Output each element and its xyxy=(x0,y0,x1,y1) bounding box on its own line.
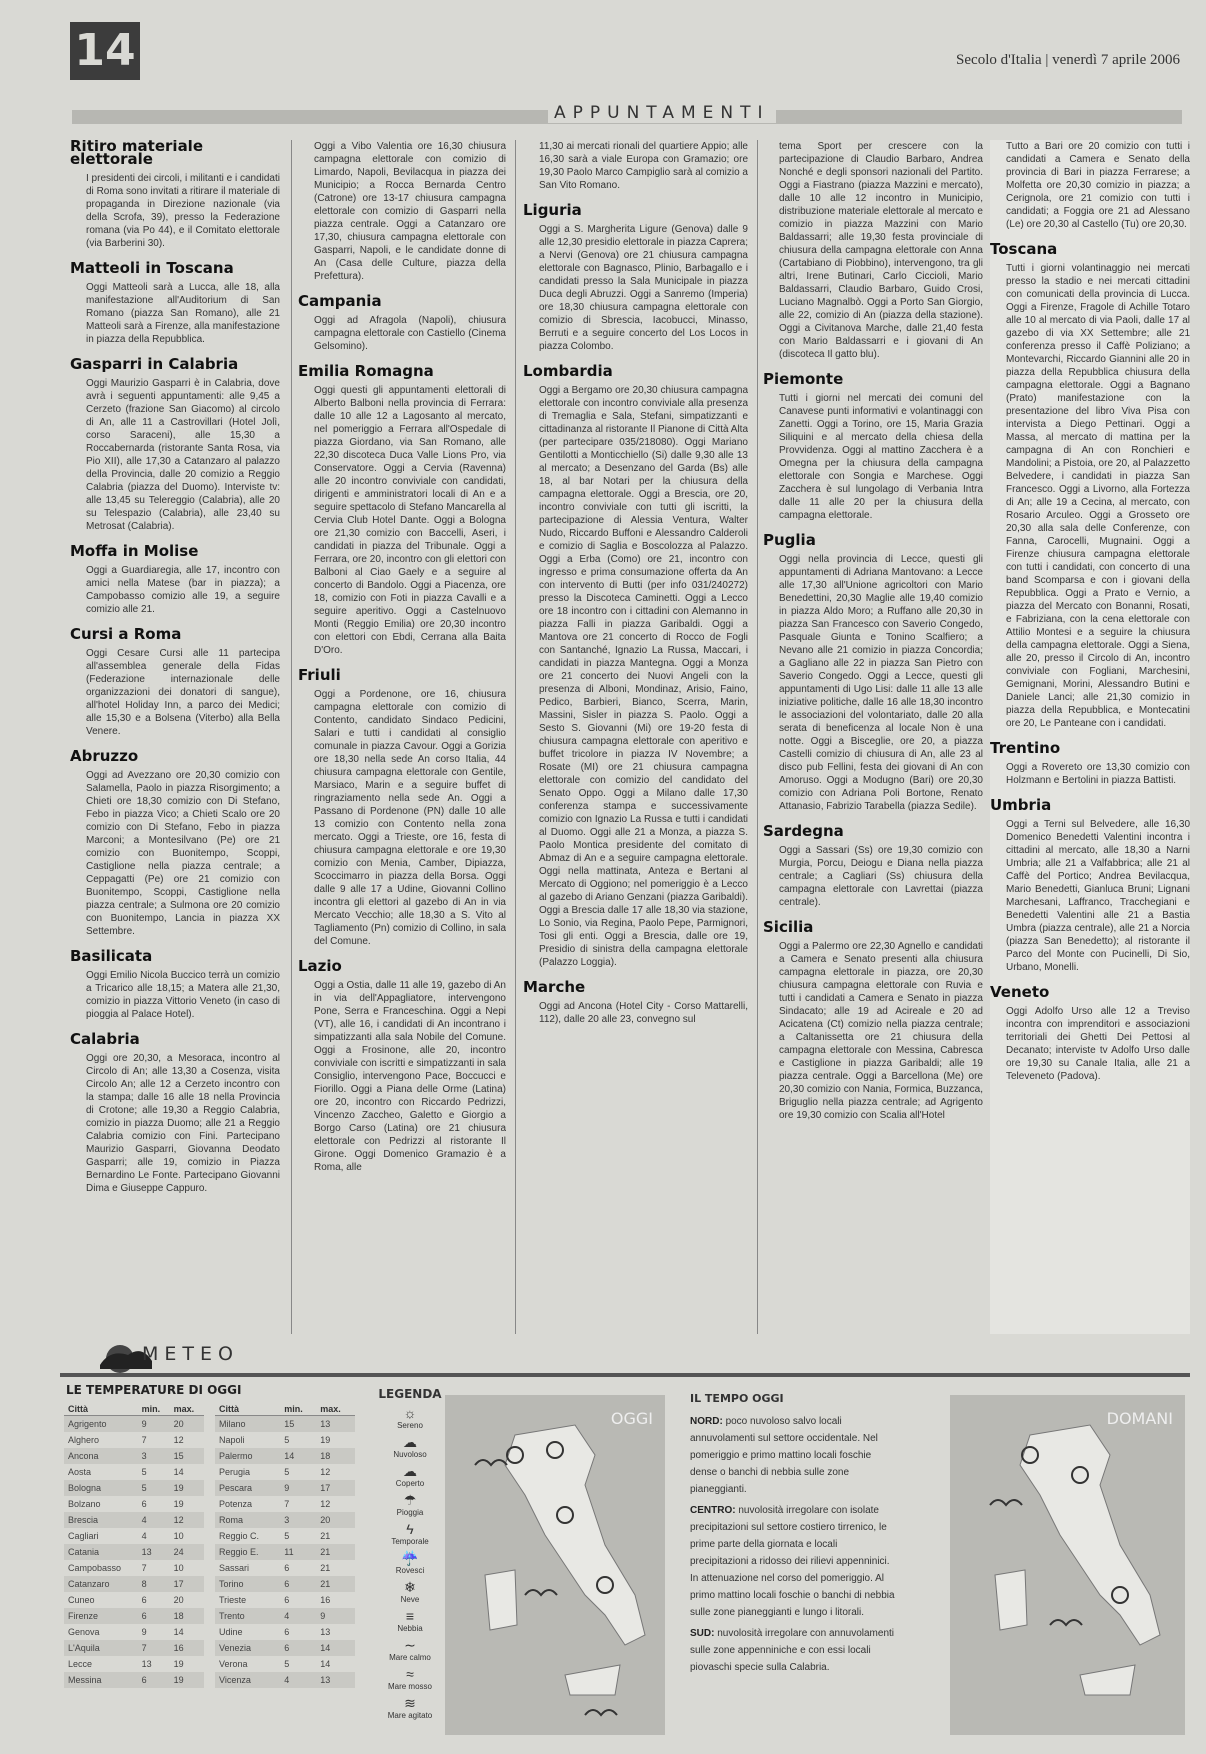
max-cell: 18 xyxy=(170,1608,204,1624)
meteo-section xyxy=(60,1335,1190,1745)
section-text: Oggi a Rovereto ore 13,30 comizio con Holzmann e Bertolini in piazza Battisti. xyxy=(1006,762,1190,786)
max-cell: 12 xyxy=(170,1512,204,1528)
section-heading: Veneto xyxy=(990,983,1050,1001)
legend-label: Temporale xyxy=(391,1537,429,1546)
section-text: Oggi Matteoli sarà a Lucca, alle 18, alla manifestazione all'Auditorium di San Romano (piazza San Romano), alle 21 Matteoli sarà a Firenze, alla manifestazione in piazza della Repubblica. xyxy=(86,282,280,345)
min-cell: 6 xyxy=(141,1595,147,1605)
min-cell: 9 xyxy=(141,1627,147,1637)
italy-map-today-icon xyxy=(445,1395,665,1735)
city-cell: Lecce xyxy=(68,1659,93,1669)
section-text: Oggi a Palermo ore 22,30 Agnello e candidati a Camera e Senato presenti alla chiusura campagna elettorale in piazza, ore 20,30 chiusura campagna elettorale con Ruvia e tutti i candidati a Camera e Senato in piazza Sindacato; alle 19 ad Acireale e 20 ad Acicatena (Ct) comizio nella piazza centrale; a Caltanissetta ore 21 chiusura della campagna elettorale con Messina, Cabresca e Castiglione in piazza Garibaldi; alle 19 piazza centrale. Oggi a Barcellona (Me) ore 20,30 comizio con Nania, Formica, Buzzanca, Briguglio nella piazza centrale; ad Agrigento ore 19,30 comizio con Scalia all'Hotel xyxy=(779,941,983,1121)
section-text: tema Sport per crescere con la partecipazione di Claudio Barbaro, Andrea Nonché e degli sponsori nazionali del Partito. Oggi a Fiastrano (piazza Mazzini e mercato), dalle 10 alle 12 incontro in Municipio, distribuzione materiale elettorale al mercato e comizio in piazza Mazzini con Mario Baldassarri; alle 19,30 festa provinciale di chiusura della campagna elettorale con Anna (Cartabiano di Piobbino), intervengono, tra gli altri, Irene Butinari, Carlo Ciccioli, Mario Baldassarri, Claudio Barbaro, Guido Crosi, Luciano Magnalbò. Oggi a Porto San Giorgio, alle 22, comizio di An (piazza della stazione). Oggi a Civitanova Marche, dalle 21,40 festa con Mario Baldassarri e i giovani di An (discoteca Il gatto blu). xyxy=(779,141,983,360)
table-row xyxy=(64,1608,204,1624)
legend-label: Sereno xyxy=(397,1421,423,1430)
city-cell: Cuneo xyxy=(68,1595,95,1605)
max-cell: 17 xyxy=(316,1480,355,1496)
table-row xyxy=(215,1624,355,1640)
city-cell: Napoli xyxy=(219,1435,245,1445)
temperatures-title: LE TEMPERATURE DI OGGI xyxy=(66,1383,242,1397)
min-cell: 6 xyxy=(280,1576,316,1592)
min-cell: 5 xyxy=(284,1435,290,1445)
section-text: Tutto a Bari ore 20 comizio con tutti i candidati a Camera e Senato della provincia di Bari in piazza Ferrarese; a Molfetta ore 20,30 comizio in piazza; a Cerignola, ore 21 comizio con tutti i candidati; a Foggia ore 21 ad Alessano (Le) ore 20,30 al Castello (Tu) ore 20,30. xyxy=(1006,141,1190,230)
min-cell: 5 xyxy=(284,1659,290,1669)
legend-item xyxy=(365,1463,455,1488)
max-cell: 21 xyxy=(316,1576,355,1592)
section-heading: Sicilia xyxy=(763,918,814,936)
max-cell: 19 xyxy=(170,1672,204,1688)
page-number: 14 xyxy=(70,22,140,80)
city-cell: Genova xyxy=(68,1627,100,1637)
legend-title: LEGENDA xyxy=(378,1387,442,1401)
max-cell: 17 xyxy=(170,1576,204,1592)
legend-label: Neve xyxy=(400,1595,420,1604)
min-cell: 7 xyxy=(141,1563,147,1573)
max-cell: 18 xyxy=(316,1448,355,1464)
column-5 xyxy=(990,140,1190,1334)
table-row xyxy=(215,1640,355,1656)
table-row xyxy=(64,1512,204,1528)
city-cell: Palermo xyxy=(215,1448,280,1464)
section-text: Oggi a Terni sul Belvedere, alle 16,30 Domenico Benedetti Valentini incontra i cittadini al mercato, alle 18,30 a Narni Umbria; alle 21 a Valfabbrica; alle 21 al Caffè del Portico; Andrea Bevilacqua, Mario Benedetti, Gianluca Bruni; Lignani Marchesani, Laffranco, Tracchegiani e Benedetti Valentini alle 21 a Bastia Umbra (piazza centrale), alle 21 a Norcia (piazza San Benedetto); al ristorante il Parco del Monte con Pucinelli, Di Sio, Urbano, Monelli. xyxy=(1006,819,1190,973)
city-cell: Trieste xyxy=(219,1595,247,1605)
min-cell: 13 xyxy=(141,1659,152,1669)
column-divider xyxy=(291,140,292,1334)
city-cell: Campobasso xyxy=(68,1563,122,1573)
column-divider xyxy=(757,140,758,1334)
section-text: Oggi Emilio Nicola Buccico terrà un comizio a Tricarico alle 18,15; a Matera alle 21,30, comizio in piazza Vittorio Veneto (in caso di pioggia al Palace Hotel). xyxy=(86,970,280,1020)
max-cell: 19 xyxy=(170,1480,204,1496)
col-header-city: Città xyxy=(215,1403,280,1416)
section-heading: Liguria xyxy=(523,201,582,219)
min-cell: 11 xyxy=(280,1544,316,1560)
section-text: Oggi a S. Margherita Ligure (Genova) dalle 9 alle 12,30 presidio elettorale in piazza Caprera; a Nervi (Genova) ore 21 chiusura campagna elettorale con Bagnasco, Plinio, Barbagallo e i candidati presso la Sala Municipale in piazza Duca degli Abruzzi. Oggi a Sanremo (Imperia) ore 18,30 chiusura campagna elettorale con comizio di Sbrescia, Iacobucci, Minasso, Berruti e a seguire concerto del Los Locos in piazza Colombo. xyxy=(539,224,748,352)
max-cell: 21 xyxy=(316,1544,355,1560)
city-cell: Alghero xyxy=(68,1435,100,1445)
table-row xyxy=(215,1608,355,1624)
temperatures-table-right xyxy=(215,1403,355,1688)
legend-label: Nebbia xyxy=(397,1624,423,1633)
city-cell: Potenza xyxy=(219,1499,253,1509)
forecast-text: nuvolosità irregolare con isolate precipitazioni sul settore costiero tirrenico, le prime parte della giornata e locali precipitazioni a ridosso dei rilievi appenninici. In attenuazione nel corso del pomeriggio. Al primo mattino locali foschie o banchi di nebbia sulle zone pianeggianti e lungo i litorali. xyxy=(690,1505,895,1618)
min-cell: 8 xyxy=(138,1576,170,1592)
section-text: Oggi ad Avezzano ore 20,30 comizio con Salamella, Paolo in piazza Risorgimento; a Chieti ore 18,30 comizio con Di Stefano, Febo in piazza Vico; a Chieti Scalo ore 20 comizio con Di Stefano, Febo in piazza Marconi; a Montesilvano (Pe) ore 21 comizio con Buonitempo, Scoppi, Castiglione nella piazza centrale; a Ceppagatti (Pe) ore 21 comizio con Buonitempo, Scoppi, Castiglione nella piazza centrale; a Sulmona ore 20 comizio con Buonitempo, Lancia in piazza XX Settembre. xyxy=(86,770,280,937)
max-cell: 21 xyxy=(320,1531,331,1541)
table-row xyxy=(215,1592,355,1608)
max-cell: 20 xyxy=(170,1416,204,1433)
max-cell: 20 xyxy=(316,1512,355,1528)
section-heading: Cursi a Roma xyxy=(70,625,182,643)
table-row xyxy=(64,1496,204,1512)
max-cell: 16 xyxy=(170,1640,204,1656)
col-header-min: min. xyxy=(280,1403,316,1416)
table-row xyxy=(215,1496,355,1512)
forecast-title: IL TEMPO OGGI xyxy=(690,1392,784,1405)
section-heading: Ritiro materiale elettorale xyxy=(70,140,204,168)
table-row xyxy=(215,1432,355,1448)
legend-item xyxy=(365,1434,455,1459)
city-cell: Firenze xyxy=(64,1608,138,1624)
min-cell: 6 xyxy=(284,1627,290,1637)
rain-icon: ☂ xyxy=(403,1492,417,1508)
section-heading: Toscana xyxy=(990,240,1058,258)
min-cell: 4 xyxy=(141,1531,147,1541)
max-cell: 14 xyxy=(316,1640,355,1656)
meteo-title: METEO xyxy=(142,1343,239,1365)
legend-label: Pioggia xyxy=(396,1508,424,1517)
section-text: Oggi ad Afragola (Napoli), chiusura campagna elettorale con Castiello (Cinema Gelsomino). xyxy=(314,315,506,352)
min-cell: 3 xyxy=(280,1512,316,1528)
section-text: Oggi Cesare Cursi alle 11 partecipa all'assemblea generale della Fidas (Federazione internazionale delle organizzazioni dei donatori di sangue), all'hotel Holiday Inn, a parco dei Medici; alle 15,30 e a Bolsena (Viterbo) alla Bella Venere. xyxy=(86,648,280,737)
weather-legend xyxy=(365,1387,455,1724)
min-cell: 7 xyxy=(141,1435,147,1445)
weather-map-tomorrow xyxy=(950,1395,1185,1735)
min-cell: 5 xyxy=(141,1467,147,1477)
section-text: Oggi nella provincia di Lecce, questi gli appuntamenti di Adriana Mantovano: a Lecce alle 17,30 all'Unione agricoltori con Mario Benedettini, 20,30 Maglie alle 19,40 comizio in piazza Aldo Moro; a Ruffano alle 20,30 in piazza San Francesco con Saverio Congedo, Pasquale Giunta e Tonino Scalfiero; a Nevano alle 21 comizio in piazza Concordia; a Gagliano alle 22 in piazza San Pietro con Saverio Congedo. Oggi a Lecce, questi gli appuntamenti di Ugo Lisi: dalle 11 alle 13 alle iniziative politiche, dalle 16 alle 18,30 incontro le associazioni del volontariato, dalle 20 alla serata di beneficenza al locale Non è una notte. Oggi a Bisceglie, ore 20, a piazza Castelli comizio di chiusura di An, alle 23 al disco pub Fellini, festa dei giovani di An con Amoruso. Oggi a Modugno (Bari) ore 20,30 comizio con Adriana Poli Bortone, Renato Attanasio, Fabrizio Tarabella (piazza Sedile). xyxy=(779,554,983,812)
min-cell: 6 xyxy=(284,1595,290,1605)
min-cell: 7 xyxy=(284,1499,290,1509)
min-cell: 9 xyxy=(280,1480,316,1496)
table-row xyxy=(64,1672,204,1688)
city-cell: Reggio C. xyxy=(219,1531,260,1541)
section-text: Oggi a Pordenone, ore 16, chiusura campagna elettorale con comizio di Contento, candidato Sindaco Pedicini, Salari e tutti i candidati al consiglio comunale in piazza Cavour. Oggi a Gorizia ore 18,30 nella sede An corso Italia, 44 chiusura campagna elettorale con Gentile, Marsiaco, Marin e a seguire buffet di ringraziamento nella sede An. Oggi a Passano di Pordenone (PN) dalle 10 alle 13 comizio con Contento nella zona mercato. Oggi a Trieste, ore 16, festa di chiusura campagna elettorale e ore 19,30 comizio con Menia, Camber, Dipiazza, Scoccimarro in piazza della Borsa. Oggi dalle 9 alle 17 a Udine, Giovanni Collino incontra gli elettori al gazebo di An in via Mercato Vecchio; alle 18,30 a S. Vito al Tagliamento (Pn) comizio di Collino, in sala del Comune. xyxy=(314,689,506,947)
city-cell: Bolzano xyxy=(68,1499,101,1509)
city-cell: L'Aquila xyxy=(64,1640,138,1656)
table-row xyxy=(64,1528,204,1544)
temperatures-table-left xyxy=(64,1403,204,1688)
table-row xyxy=(64,1464,204,1480)
section-heading: Abruzzo xyxy=(70,747,139,765)
meteo-bar xyxy=(60,1373,1190,1377)
table-row xyxy=(215,1528,355,1544)
fog-icon: ≡ xyxy=(405,1608,415,1624)
min-cell: 6 xyxy=(280,1640,316,1656)
legend-label: Rovesci xyxy=(395,1566,425,1575)
table-row xyxy=(215,1480,355,1496)
city-cell: Cagliari xyxy=(68,1531,99,1541)
forecast-paragraph xyxy=(690,1625,895,1676)
min-cell: 7 xyxy=(138,1640,170,1656)
legend-item xyxy=(365,1695,455,1720)
legend-label: Mare agitato xyxy=(387,1711,433,1720)
legend-item xyxy=(365,1666,455,1691)
forecast-region: NORD: xyxy=(690,1416,723,1427)
section-heading: Moffa in Molise xyxy=(70,542,199,560)
max-cell: 12 xyxy=(320,1499,331,1509)
section-text: Oggi a Vibo Valentia ore 16,30 chiusura campagna elettorale con comizio di Limardo, Napoli, Bevilacqua in piazza dei Municipio; a Rocca Bernarda Centro (Catrone) ore 13-17 chiusura campagna elettorale con comizio di Gasparri nella piazza centrale. Oggi a Catanzaro ore 17,30, chiusura campagna elettorale con Gasparri, Napoli, e le candidate donne di An (Casa delle Culture, piazza della Prefettura). xyxy=(314,141,506,282)
max-cell: 10 xyxy=(173,1531,184,1541)
legend-item xyxy=(365,1579,455,1604)
min-cell: 3 xyxy=(138,1448,170,1464)
page-header xyxy=(70,22,1180,82)
forecast-text: poco nuvoloso salvo locali annuvolamenti sul settore occidentale. Nel pomeriggio e primo mattino locali foschie dense o banchi di nebbia sulle zone pianeggianti. xyxy=(690,1416,878,1495)
legend-label: Mare mosso xyxy=(387,1682,432,1691)
max-cell: 19 xyxy=(320,1435,331,1445)
snow-icon: ❄ xyxy=(404,1579,416,1595)
table-row xyxy=(215,1576,355,1592)
max-cell: 13 xyxy=(320,1627,331,1637)
legend-item xyxy=(365,1492,455,1517)
column-2 xyxy=(298,140,506,1334)
min-cell: 6 xyxy=(141,1499,147,1509)
forecast-paragraph xyxy=(690,1502,895,1621)
section-text: Tutti i giorni nel mercati dei comuni del Canavese punti informativi e volantinaggi con Zanetti. Oggi a Torino, ore 15, Maria Grazia Siliquini e al mercato della chiesa della Provvidenza. Oggi al mattino Zacchera è a Omegna per la chiusura della campagna elettorale con Songia e Marchese. Oggi Zacchera è sul lungolago di Verbania Intra dalle 11 alle 20 per la chiusura della campagna elettorale. xyxy=(779,393,983,521)
min-cell: 4 xyxy=(138,1512,170,1528)
city-cell: Agrigento xyxy=(64,1416,138,1433)
section-heading: Emilia Romagna xyxy=(298,362,434,380)
table-row xyxy=(215,1656,355,1672)
city-cell: Roma xyxy=(215,1512,280,1528)
city-cell: Aosta xyxy=(68,1467,92,1477)
section-text: Tutti i giorni volantinaggio nei mercati presso la stadio e nei mercati cittadini con comunicati della provincia di Lucca. Oggi a Firenze, Fragole di Achille Totaro alle 10 al mercato di via Paoli, dalle 17 al gazebo di via XX Settembre; alle 21 conferenza presso il Caffè Poliziano; a Montevarchi, Riccardo Giannini alle 20 in piazza della Repubblica chiusura della campagna elettorale. Oggi a Bagnano (Prato) manifestazione con la presentazione del libro Viva Pisa con intervista a Diego Pettinari. Oggi a Massa, al mercato di mattina per la campagna di An con Ronchieri e Mandolini; a Pistoia, ore 20, al Palazzetto Belvedere, i candidati in piazza San Francesco. Oggi a Livorno, alla Fortezza di An; alle 19 a Cecina, al mercato, con Rosario Arculeo. Oggi a Grosseto ore 20,30 alla sala delle Conferenze, con Fanna, Carocelli, Mugnaini. Oggi a Firenze chiusura campagna elettorale con tutti i candidati, con concerto di una band Scomparsa e con i giovani della Repubblica. Oggi a Prato e Vernio, a piazza del Mercato con Bonanni, Rosati, e Fabriziana, con la cena elettorale con Attilio Montesi e a seguire la chiusura della campagna elettorale. Oggi a Siena, alle 20, presso il Circolo di An, incontro conviviale con Fogliani, Marchesini, Gemignani, Morini, Alessandro Butini e Daniele Lanci; alle 21,30 comizio in piazza della Repubblica, e Montecatini ore 20, Le Panteane con i candidati. xyxy=(1006,263,1190,729)
weather-map-today xyxy=(445,1395,665,1735)
table-row xyxy=(64,1560,204,1576)
forecast-region: CENTRO: xyxy=(690,1505,736,1516)
section-text: 11,30 ai mercati rionali del quartiere Appio; alle 16,30 sarà a viale Europa con Gramazio; ore 19,30 Paolo Marco Campiglio sarà al comizio a San Vito Romano. xyxy=(539,141,748,191)
city-cell: Messina xyxy=(64,1672,138,1688)
table-row xyxy=(64,1640,204,1656)
section-text: Oggi a Bergamo ore 20,30 chiusura campagna elettorale con incontro conviviale alla presenza di Tremaglia e Sala, Stefani, simpatizzanti e cittadinanza al ristorante Il Pianone di Città Alta (per partecipare 035/218080). Oggi Mariano Gentilotti a Monticchiello (Si) dalle 9,30 alle 13 al mercato; a Desenzano del Garda (Bs) alle 18, al bar Notari per la chiusura della campagna elettorale. Oggi a Brescia, ore 20, incontro conviviale con tutti gli iscritti, la partecipazione di Alessia Ventura, Walter Nudo, Riccardo Buffoni e Alessandro Calderoli e comizio di Saglia e Boscolozza al Palazzo. Oggi a Erba (Como) ore 21, incontro con ingresso e prima consumazione offerta da An con intervento di Butti (per info 031/240272) presso la Discoteca Caminetti. Oggi a Lecco ore 18 incontro con i cittadini con Alemanno in piazza Falli in piazza Garibaldi. Oggi a Mantova ore 21 concerto di Rocco de Fogli con Santanché, Ignazio La Russa, Maccari, i candidati in piazza Mantegna. Oggi a Monza ore 21 concerto dei Nuovi Angeli con la presenza di Alboni, Mondinaz, Arisio, Faino, Pedico, Barbieri, Bianco, Scerra, Marin, Massini, Sisler in piazza S. Paolo. Oggi a Sesto S. Giovanni (Mi) ore 19-20 festa di chiusura campagna elettorale con aperitivo e buffet tricolore in piazza IV Novembre; a Rosate (MI) ore 21 chiusura campagna elettorale con comizio del candidato del Senato Oppo. Oggi a Milano dalle 17,30 conferenza stampa e successivamente comizio con Ignazio La Russa e tutti i candidati al Duomo. Oggi alle 21 a Monza, a piazza S. Paolo Montica presidente del comitato di Abmaz di An e a seguire campagna elettorale. Oggi nella mattinata, Anteza e Bertani al Mercato di Oggiono; nel pomeriggio è a Lecco al gazebo di Ariano Genzani (piazza Garibaldi). Oggi a Brescia dalle 17 alle 18,30 via stazione, Lo Sonio, via Regina, Paolo Pepe, Parmignori, Tosi gli enti. Oggi a Brescia, dalle ore 19, Presidio di sinistra della campagna elettorale (Palazzo Loggia). xyxy=(539,385,748,968)
cloud-sun-icon: ☁ xyxy=(403,1434,417,1450)
table-row xyxy=(64,1656,204,1672)
min-cell: 6 xyxy=(284,1563,290,1573)
city-cell: Brescia xyxy=(64,1512,138,1528)
map-today-label: OGGI xyxy=(610,1409,653,1428)
legend-label: Coperto xyxy=(395,1479,425,1488)
min-cell: 6 xyxy=(138,1672,170,1688)
table-row xyxy=(215,1464,355,1480)
max-cell: 15 xyxy=(170,1448,204,1464)
cloud-icon: ☁ xyxy=(403,1463,417,1479)
max-cell: 16 xyxy=(320,1595,331,1605)
table-row xyxy=(64,1592,204,1608)
table-row xyxy=(64,1416,204,1433)
sea-calm-icon: ∼ xyxy=(404,1637,416,1653)
map-tomorrow-label: DOMANI xyxy=(1106,1409,1173,1428)
min-cell: 6 xyxy=(138,1608,170,1624)
max-cell: 12 xyxy=(173,1435,184,1445)
legend-item xyxy=(365,1405,455,1430)
section-text: Oggi ad Ancona (Hotel City - Corso Mattarelli, 112), dalle 20 alle 23, convegno sul xyxy=(539,1001,748,1025)
max-cell: 12 xyxy=(320,1467,331,1477)
max-cell: 24 xyxy=(170,1544,204,1560)
city-cell: Sassari xyxy=(219,1563,250,1573)
col-header-min: min. xyxy=(138,1403,170,1416)
min-cell: 15 xyxy=(280,1416,316,1433)
section-text: I presidenti dei circoli, i militanti e i candidati di Roma sono invitati a ritirare il materiale di propaganda in Direzione nazionale (via della Scrofa, 39), presso la Federazione romana (via Po 44), e il Comitato elettorale (via Barberini 30). xyxy=(86,173,280,249)
city-cell: Catania xyxy=(64,1544,138,1560)
col-header-max: max. xyxy=(170,1403,204,1416)
section-heading: Friuli xyxy=(298,666,341,684)
city-cell: Trento xyxy=(215,1608,280,1624)
city-cell: Milano xyxy=(215,1416,280,1433)
min-cell: 5 xyxy=(138,1480,170,1496)
table-row xyxy=(64,1448,204,1464)
table-row xyxy=(64,1624,204,1640)
table-row xyxy=(215,1544,355,1560)
storm-icon: ϟ xyxy=(406,1521,414,1537)
col-header-max: max. xyxy=(316,1403,355,1416)
city-cell: Udine xyxy=(219,1627,243,1637)
min-cell: 13 xyxy=(138,1544,170,1560)
section-heading: Sardegna xyxy=(763,822,844,840)
max-cell: 14 xyxy=(320,1659,331,1669)
forecast-region: SUD: xyxy=(690,1628,715,1639)
min-cell: 9 xyxy=(138,1416,170,1433)
min-cell: 5 xyxy=(284,1467,290,1477)
section-heading: Matteoli in Toscana xyxy=(70,259,234,277)
table-row xyxy=(64,1480,204,1496)
table-row xyxy=(215,1512,355,1528)
section-heading: Piemonte xyxy=(763,370,844,388)
legend-item xyxy=(365,1637,455,1662)
table-row xyxy=(64,1576,204,1592)
section-heading: Basilicata xyxy=(70,947,153,965)
section-heading: Trentino xyxy=(990,739,1061,757)
table-row xyxy=(215,1672,355,1688)
max-cell: 19 xyxy=(173,1499,184,1509)
city-cell: Torino xyxy=(215,1576,280,1592)
section-text: Oggi a Sassari (Ss) ore 19,30 comizio con Murgia, Porcu, Deiogu e Diana nella piazza centrale; a Cagliari (Ss) chiusura della campagna elettorale con Lavrettai (piazza centrale). xyxy=(779,845,983,908)
city-cell: Perugia xyxy=(219,1467,251,1477)
column-4 xyxy=(763,140,983,1334)
max-cell: 20 xyxy=(173,1595,184,1605)
min-cell: 5 xyxy=(284,1531,290,1541)
city-cell: Catanzaro xyxy=(64,1576,138,1592)
min-cell: 14 xyxy=(280,1448,316,1464)
section-text: Oggi Adolfo Urso alle 12 a Treviso incontra con imprenditori e associazioni territoriali dei Ghetti Dei Pettosi al Decanato; interviste tv Adolfo Urso dalle ore 19,30 su Canale Italia, alle 21 a Televeneto (Padova). xyxy=(1006,1006,1190,1082)
legend-item xyxy=(365,1550,455,1575)
legend-label: Mare calmo xyxy=(389,1653,431,1662)
section-heading: Gasparri in Calabria xyxy=(70,355,239,373)
max-cell: 10 xyxy=(173,1563,184,1573)
max-cell: 14 xyxy=(173,1467,184,1477)
city-cell: Reggio E. xyxy=(215,1544,280,1560)
city-cell: Verona xyxy=(219,1659,248,1669)
city-cell: Pescara xyxy=(215,1480,280,1496)
max-cell: 21 xyxy=(320,1563,331,1573)
city-cell: Venezia xyxy=(215,1640,280,1656)
city-cell: Ancona xyxy=(64,1448,138,1464)
masthead: Secolo d'Italia | venerdì 7 aprile 2006 xyxy=(956,52,1180,68)
max-cell: 9 xyxy=(316,1608,355,1624)
weather-forecast-text xyxy=(690,1390,895,1680)
col-header-city: Città xyxy=(64,1403,138,1416)
section-heading: Calabria xyxy=(70,1030,140,1048)
max-cell: 14 xyxy=(173,1627,184,1637)
section-text: Oggi Maurizio Gasparri è in Calabria, dove avrà i seguenti appuntamenti: alle 9,45 a Cerzeto (frazione San Giacomo) al circolo di An, alle 11 a Castrovillari (Hotel Jolì, corso Saraceni), alle 15,30 a Roccabernarda (ristorante Santa Rosa, via Pio XII), alle 17,30 a Catanzaro al palazzo della Provincia, dalle 20 comizio a Reggio Calabria (piazza del Duomo). Interviste tv: alle 13,45 su Telereggio (Calabria), alle 20 su Telespazio (Calabria), alle 23,40 su Metrosat (Calabria). xyxy=(86,378,280,532)
min-cell: 4 xyxy=(280,1608,316,1624)
section-heading: Lazio xyxy=(298,957,342,975)
sea-very-rough-icon: ≋ xyxy=(404,1695,416,1711)
forecast-paragraph xyxy=(690,1413,895,1498)
max-cell: 13 xyxy=(316,1672,355,1688)
table-row xyxy=(64,1544,204,1560)
legend-item xyxy=(365,1521,455,1546)
max-cell: 13 xyxy=(316,1416,355,1433)
section-text: Oggi ore 20,30, a Mesoraca, incontro al Circolo di An; alle 13,30 a Cosenza, visita Circolo An; alle 12 a Cerzeto incontro con la stampa; dalle 16 alle 18 nella Provincia di Crotone; alle 19,30 a Reggio Calabria, comizio in piazza Duomo; alle 21 a Reggio Calabria comizio con Fini. Partecipano Maurizio Gasparri, Giovanna Deodato Gasparri; alle 19, comizio in Piazza Bernardino Le Fonte. Partecipano Giovanni Dima e Giuseppe Cappuro. xyxy=(86,1053,280,1194)
table-row xyxy=(215,1448,355,1464)
section-title: APPUNTAMENTI xyxy=(548,103,776,123)
table-row xyxy=(215,1560,355,1576)
city-cell: Vicenza xyxy=(215,1672,280,1688)
forecast-text: nuvolosità irregolare con annuvolamenti sulle zone appenniniche e con essi locali piovaschi specie sulla Calabria. xyxy=(690,1628,895,1673)
section-text: Oggi questi gli appuntamenti elettorali di Alberto Balboni nella provincia di Ferrara: dalle 10 alle 12 a Lagosanto al mercato, nel pomeriggio a Ferrara all'Ospedale di piazza Giordano, via San Romano, alle 22,30 discoteca Duca Valle Lions Pro, via Conservatore. Oggi a Cervia (Ravenna) alle 20 incontro conviviale con candidati, dirigenti e amministratori locali di An e a seguire spettacolo di Stefano Mancarella al Cervia Club Hotel Dante. Oggi a Bologna ore 21,30 comizio con Baccelli, Aseri, i candidati in piazza del Tribunale. Oggi a Ferrara, ore 20, incontro con gli elettori con Balboni al Ciao Gaely e a seguire al concerto di Bandolo. Oggi a Piacenza, ore 18, comizio con Foti in piazza Cavalli e a seguire aperitivo. Oggi a Castelnuovo Monti (Reggio Emilia) ore 20,30 incontro con elettori con Ebdi, Cerrana alla Baita D'Oro. xyxy=(314,385,506,656)
sea-rough-icon: ≈ xyxy=(406,1666,414,1682)
max-cell: 19 xyxy=(173,1659,184,1669)
table-row xyxy=(215,1416,355,1433)
section-heading: Lombardia xyxy=(523,362,613,380)
column-1 xyxy=(70,140,280,1334)
legend-label: Nuvoloso xyxy=(393,1450,427,1459)
sun-icon: ☼ xyxy=(403,1405,417,1421)
section-heading: Umbria xyxy=(990,796,1052,814)
section-heading: Puglia xyxy=(763,531,816,549)
section-text: Oggi a Ostia, dalle 11 alle 19, gazebo di An in via dell'Appagliatore, intervengono Pone, Serra e Franceschina. Oggi a Nepi (VT), alle 16, i candidati di An incontrano i simpatizzanti alla sala Nobile del Comune. Oggi a Frosinone, alle 20, incontro conviviale con iscritti e simpatizzanti in sala Consiglio, intervengono Pace, Boccucci e Fiorillo. Oggi a Piana delle Orme (Latina) ore 20, incontro con Riccardo Pedrizzi, Vincenzo Zaccheo, Galetto e Giorgio a Borgo Carso (Latina) ore 21 chiusura elettorale con Pedrizzi al ristorante Il Girone. Oggi Domenico Gramazio è a Roma, alle xyxy=(314,980,506,1173)
section-text: Oggi a Guardiaregia, alle 17, incontro con amici nella Matese (bar in piazza); a Campobasso comizio alle 19, a seguire comizio alle 21. xyxy=(86,565,280,615)
city-cell: Bologna xyxy=(64,1480,138,1496)
legend-item xyxy=(365,1608,455,1633)
column-divider xyxy=(515,140,516,1334)
min-cell: 4 xyxy=(280,1672,316,1688)
section-heading: Campania xyxy=(298,292,382,310)
italy-map-tomorrow-icon xyxy=(950,1395,1185,1735)
shower-icon: ☔ xyxy=(401,1550,419,1566)
table-row xyxy=(64,1432,204,1448)
section-heading: Marche xyxy=(523,978,586,996)
column-3 xyxy=(523,140,748,1334)
